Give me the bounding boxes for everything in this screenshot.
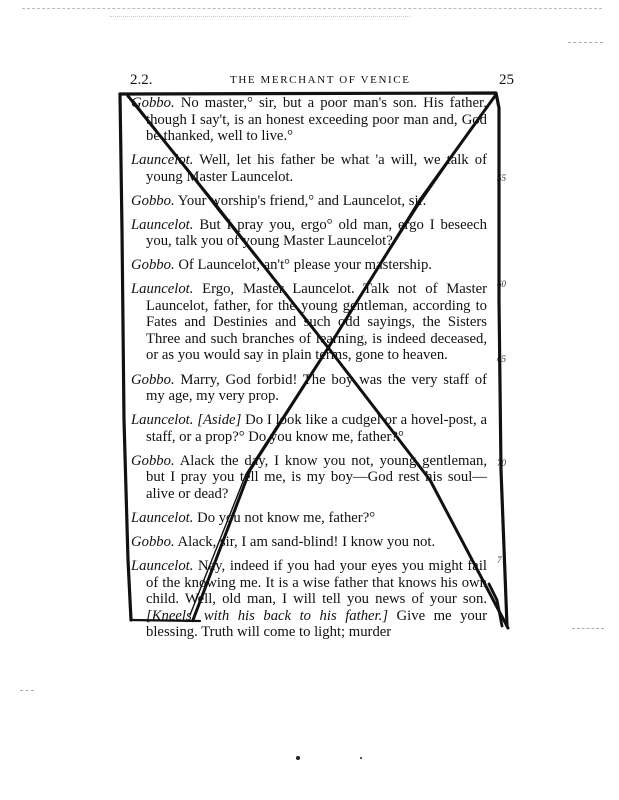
line-number: 70 (497, 458, 506, 468)
speaker-name: Gobbo. (131, 533, 175, 550)
speaker-name: Gobbo. (131, 452, 175, 469)
speech-text: Do you not know me, father?° (193, 509, 376, 526)
speaker-name: Launcelot. (131, 412, 194, 429)
speech-text: Of Launcelot, an't° please your mastership. (174, 257, 432, 274)
speaker-name: Launcelot. (131, 281, 194, 298)
box-outline (131, 620, 200, 621)
speech-text: Well, let his father be what 'a will, we talk of young Master Launcelot. (146, 152, 487, 185)
speaker-name: Gobbo. (131, 95, 175, 111)
speech-text: Your worship's friend,° and Launcelot, sir. (174, 192, 427, 209)
speaker-name: Launcelot. (131, 558, 194, 575)
speaker-name: Gobbo. (131, 371, 175, 388)
speech-text: Alack, sir, I am sand-blind! I know you not. (174, 533, 436, 550)
stage-direction: [Kneels, with his back to his father.] (146, 607, 389, 624)
speaker-name: Launcelot. (131, 216, 194, 233)
speech-text: Nay, indeed if you had your eyes you might fail of the knowing me. It is a wise father that knows his own child. Well, old man, I will tell you news of your son. (146, 558, 487, 608)
speech-text: Give me your blessing. Truth will come to light; murder (146, 607, 487, 641)
section-number: 2.2. (130, 72, 153, 88)
speaker-name: Launcelot. (131, 509, 194, 526)
box-outline (120, 94, 131, 620)
scan-speck (296, 756, 300, 760)
running-title: THE MERCHANT OF VENICE (230, 74, 411, 86)
page-number: 25 (499, 72, 514, 88)
scan-speck (360, 757, 362, 759)
line-number: 55 (497, 173, 506, 183)
cross-line (193, 96, 495, 620)
speech-text: No master,° sir, but a poor man's son. His father, though I say't, is an honest exceeding poor man and, God be thanked, well to live.° (146, 95, 487, 144)
speech-text: Ergo, Master Launcelot. Talk not of Master Launcelot, father, for the young gentleman, according to Fates and Destinies and such odd sayings, the Sisters Three and such branches of learning, is indeed deceased, or as you would say in plain terms, gone to heaven. (146, 281, 487, 364)
line-number: 60 (497, 279, 506, 289)
stage-direction: [Aside] (197, 412, 242, 429)
speaker-name: Gobbo. (131, 192, 175, 209)
speech-text: Do I look like a cudgel or a hovel-post, a staff, or a prop?° Do you know me, father?° (146, 412, 487, 445)
box-outline (120, 93, 507, 626)
speech-text: Marry, God forbid! The boy was the very staff of my age, my very prop. (146, 371, 487, 405)
speaker-name: Launcelot. (131, 152, 194, 169)
speaker-name: Gobbo. (131, 257, 175, 274)
speech-text: Alack the day, I know you not, young gentleman, but I pray you tell me, is my boy—God rest his soul—alive or dead? (146, 452, 487, 502)
line-number: 7 (497, 555, 502, 565)
cross-line (190, 102, 490, 615)
line-number: 65 (497, 354, 506, 364)
speech-text: But I pray you, ergo° old man, ergo I beseech you, talk you of young Master Launcelot? (146, 216, 487, 250)
